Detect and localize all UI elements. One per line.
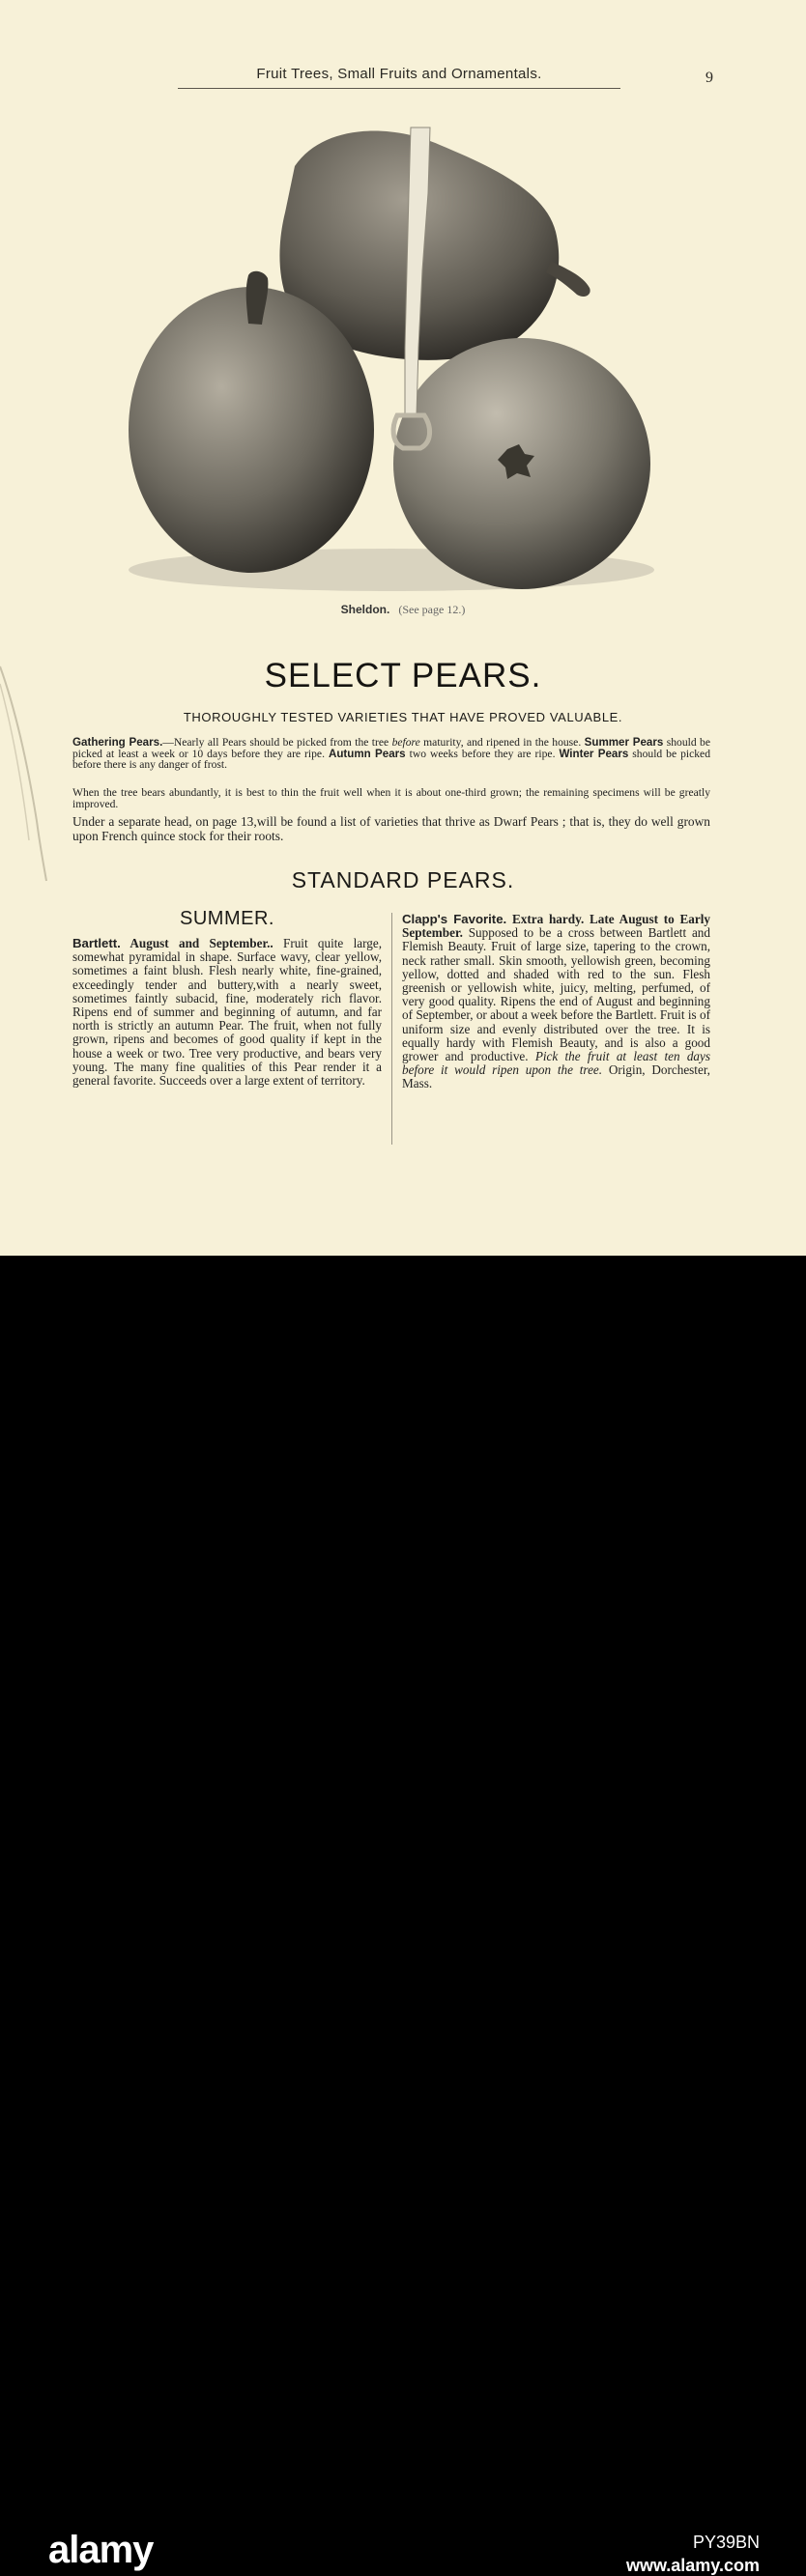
paragraph-italic: before [391, 736, 420, 749]
catalog-page [0, 0, 806, 1256]
header-rule [178, 88, 620, 89]
illustration-caption [0, 603, 806, 617]
paragraph-text: should be picked at least a week or 10 days before they are ripe. [72, 736, 710, 760]
summer-pears-term: Summer Pears [584, 736, 664, 749]
bartlett-entry [72, 937, 382, 1088]
alamy-logo: alamy [48, 2529, 154, 2571]
paragraph-text: should be picked before there is any danger of frost. [72, 747, 710, 771]
clapps-favorite-description: Supposed to be a cross between Bartlett and Flemish Beauty. Fruit of large size, tapering to the crown, neck rather small. Skin smooth, yellowish green, becoming yellow, dotted and shaded with red to the sun. Flesh greenish or yellowish white, juicy, melting, perfumed, of very good quality. Ripens the end of August and beginning of September, or about a week before the Bartlett. Fruit is of uniform size and evenly distributed over the tree. It is equally hardy with Flemish Beauty, and is also a good grower and productive. [402, 925, 710, 1064]
autumn-pears-term: Autumn Pears [328, 747, 406, 760]
thinning-paragraph: When the tree bears abundantly, it is best to thin the fruit well when it is about one-third grown; the remaining specimens will be greatly improved. [72, 786, 710, 810]
column-divider [391, 913, 392, 1145]
clapps-favorite-origin: Origin, Dorchester, Mass. [402, 1062, 710, 1091]
bartlett-description: Fruit quite large, somewhat pyramidal in shape. Surface wavy, clear yellow, sometimes a faint blush. Flesh nearly white, fine-grained, exceedingly tender and buttery,with a nearly sweet, sometimes faintly subacid, fine, moderately rich flavor. Ripens end of summer and beginning of autumn, and far north is strictly an autumn Pear. The fruit, when not fully grown, ripens and becomes of good quality if kept in the house a week or two. Tree very productive, and bears very young. The many fine qualities of this Pear render it a general favorite. Succeeds over a large extent of territory. [72, 936, 382, 1089]
page-subtitle: THOROUGHLY TESTED VARIETIES THAT HAVE PROVED VALUABLE. [183, 710, 623, 724]
stock-url: www.alamy.com [625, 2556, 760, 2575]
binding-string [0, 657, 58, 889]
image-id: PY39BN [692, 2533, 760, 2552]
column-title-summer: SUMMER. [180, 908, 274, 929]
left-pear [129, 287, 374, 573]
page-title: SELECT PEARS. [264, 657, 542, 694]
winter-pears-term: Winter Pears [559, 747, 629, 760]
clapps-favorite-entry [402, 913, 710, 1091]
section-title: STANDARD PEARS. [291, 867, 515, 892]
gathering-pears-paragraph [72, 737, 710, 771]
paragraph-text: maturity, and ripened in the house. [419, 736, 585, 749]
gathering-pears-lead: Gathering Pears. [72, 736, 163, 749]
clapps-favorite-season: Extra hardy. Late August to Early September. [402, 912, 710, 941]
bartlett-name: Bartlett. [72, 936, 121, 950]
dwarf-pears-paragraph: Under a separate head, on page 13,will be found a list of varieties that thrive as Dwarf Pears ; that is, they do well grown upon French quince stock for their roots. [72, 814, 710, 843]
page-number: 9 [705, 70, 713, 86]
bartlett-season: August and September.. [120, 936, 273, 950]
paragraph-text: —Nearly all Pears should be picked from the tree [162, 736, 392, 749]
clapps-favorite-picking-note: Pick the fruit at least ten days before it would ripen upon the tree. [402, 1049, 710, 1078]
clapps-favorite-name: Clapp's Favorite. [402, 912, 507, 926]
running-title: Fruit Trees, Small Fruits and Ornamentals. [256, 66, 542, 82]
sheldon-pears-illustration [121, 116, 672, 604]
caption-name: Sheldon. [340, 603, 390, 616]
caption-page-reference: (See page 12.) [398, 603, 466, 616]
paragraph-text: two weeks before they are ripe. [405, 747, 560, 760]
stock-watermark-bar [0, 1256, 806, 2575]
